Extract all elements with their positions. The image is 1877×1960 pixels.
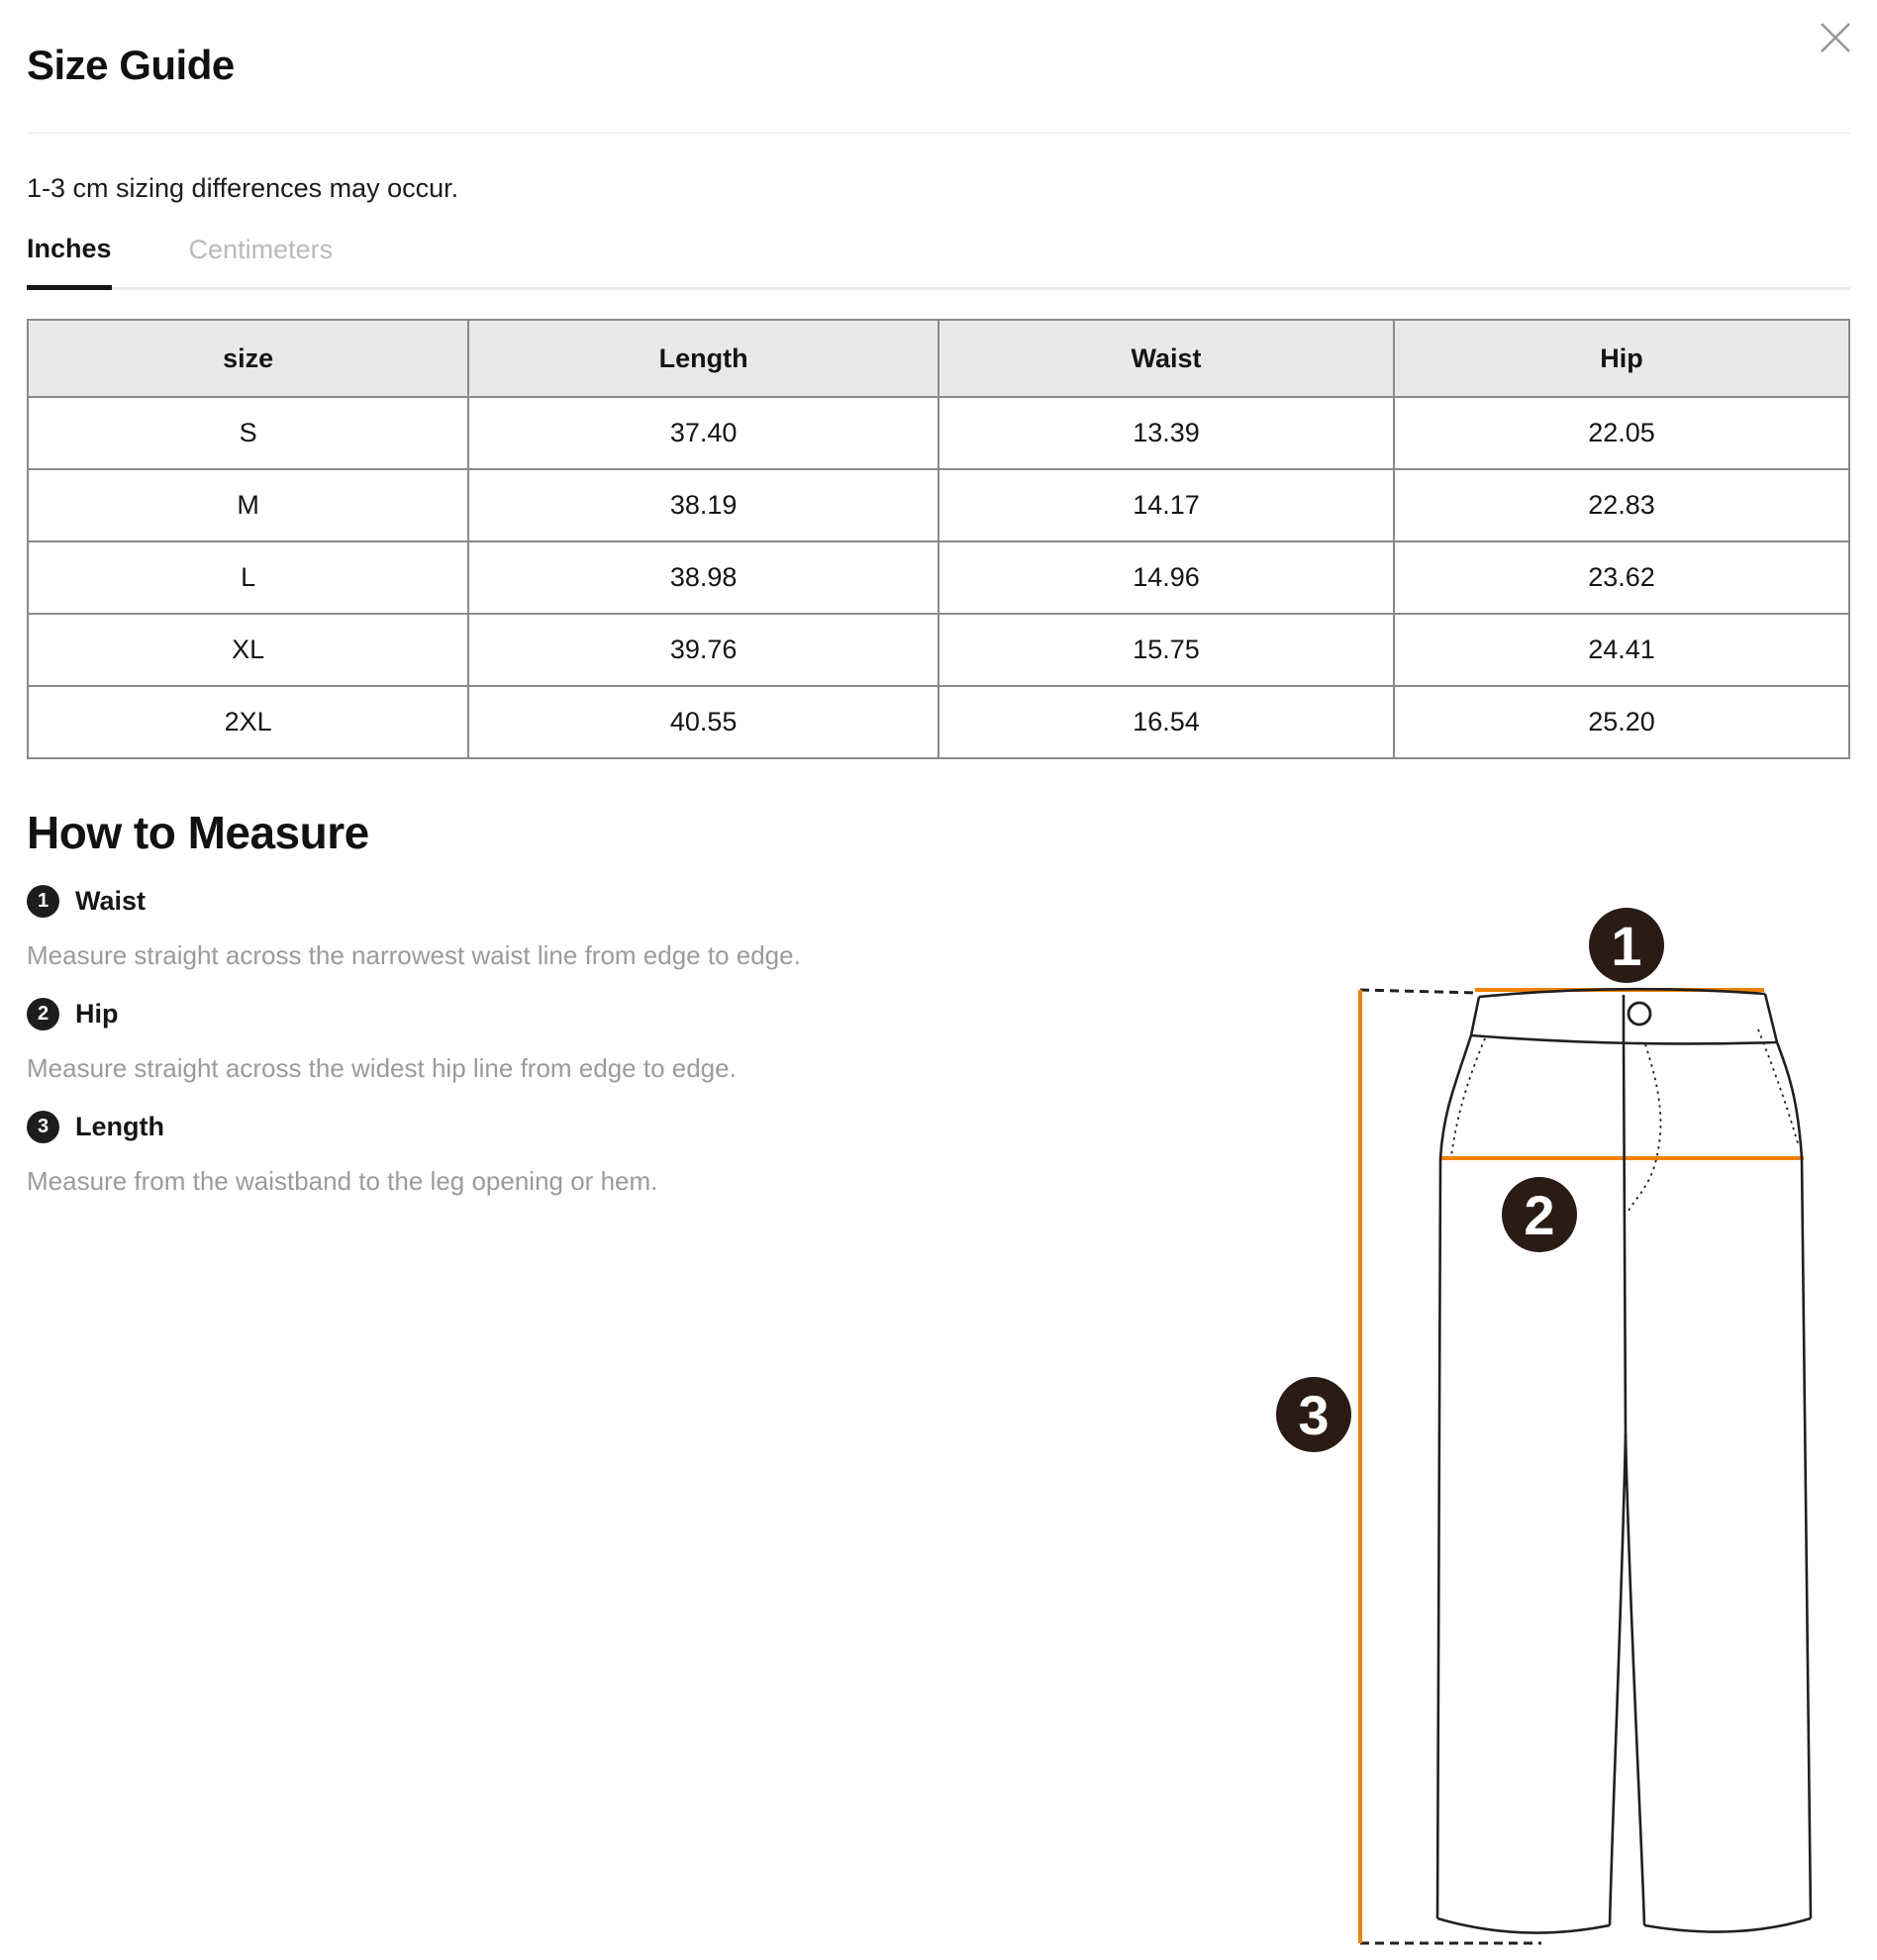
cell-hip: 25.20 [1394,686,1849,758]
column-header-size: size [28,320,468,397]
pants-outline [1437,989,1811,1932]
marker-3 [1276,1377,1351,1452]
left-pocket-stitch [1451,1038,1485,1156]
sizing-note: 1-3 cm sizing differences may occur. [27,173,459,203]
measure-label-length: Length [75,1112,164,1141]
table-row [28,469,1849,541]
button-icon [1629,1003,1650,1025]
table-header-row [28,320,1849,397]
marker-1-number: 1 [1611,915,1642,977]
marker-2-number: 2 [1524,1184,1555,1246]
header-divider [27,133,1850,134]
cell-hip: 24.41 [1394,614,1849,686]
measure-label-hip: Hip [75,999,119,1029]
pants-diagram [1272,896,1827,1960]
waist-guide-dash [1360,990,1479,993]
measure-label-waist: Waist [75,886,147,916]
column-header-length: Length [468,320,938,397]
cell-waist: 15.75 [938,614,1394,686]
cell-length: 40.55 [468,686,938,758]
cell-size: S [28,397,468,469]
cell-hip: 22.83 [1394,469,1849,541]
cell-length: 38.19 [468,469,938,541]
step-1-badge: 1 [27,885,59,918]
cell-hip: 23.62 [1394,541,1849,614]
close-button[interactable] [1814,16,1857,59]
page-title: Size Guide [27,42,235,88]
step-2-badge: 2 [27,998,59,1030]
cell-length: 37.40 [468,397,938,469]
cell-waist: 14.96 [938,541,1394,614]
marker-2 [1502,1177,1577,1252]
unit-tabs [27,232,1850,290]
marker-1 [1589,908,1664,983]
table-row [28,397,1849,469]
cell-hip: 22.05 [1394,397,1849,469]
cell-size: M [28,469,468,541]
cell-size: 2XL [28,686,468,758]
measure-desc-length: Measure from the waistband to the leg opening or hem. [27,1166,658,1196]
size-table [27,319,1850,759]
measure-desc-waist: Measure straight across the narrowest waist line from edge to edge. [27,940,801,970]
tab-inches[interactable]: Inches [27,232,112,290]
cell-size: L [28,541,468,614]
close-icon [1819,21,1852,54]
how-to-measure-heading: How to Measure [27,807,369,858]
cell-length: 38.98 [468,541,938,614]
cell-waist: 16.54 [938,686,1394,758]
cell-waist: 14.17 [938,469,1394,541]
table-row [28,614,1849,686]
fly-stitch [1629,1044,1660,1211]
table-row [28,541,1849,614]
tab-centimeters[interactable]: Centimeters [189,232,334,287]
cell-length: 39.76 [468,614,938,686]
cell-waist: 13.39 [938,397,1394,469]
step-3-badge: 3 [27,1111,59,1143]
measure-desc-hip: Measure straight across the widest hip line from edge to edge. [27,1053,737,1083]
column-header-waist: Waist [938,320,1394,397]
marker-3-number: 3 [1298,1384,1330,1446]
column-header-hip: Hip [1394,320,1849,397]
cell-size: XL [28,614,468,686]
table-row [28,686,1849,758]
